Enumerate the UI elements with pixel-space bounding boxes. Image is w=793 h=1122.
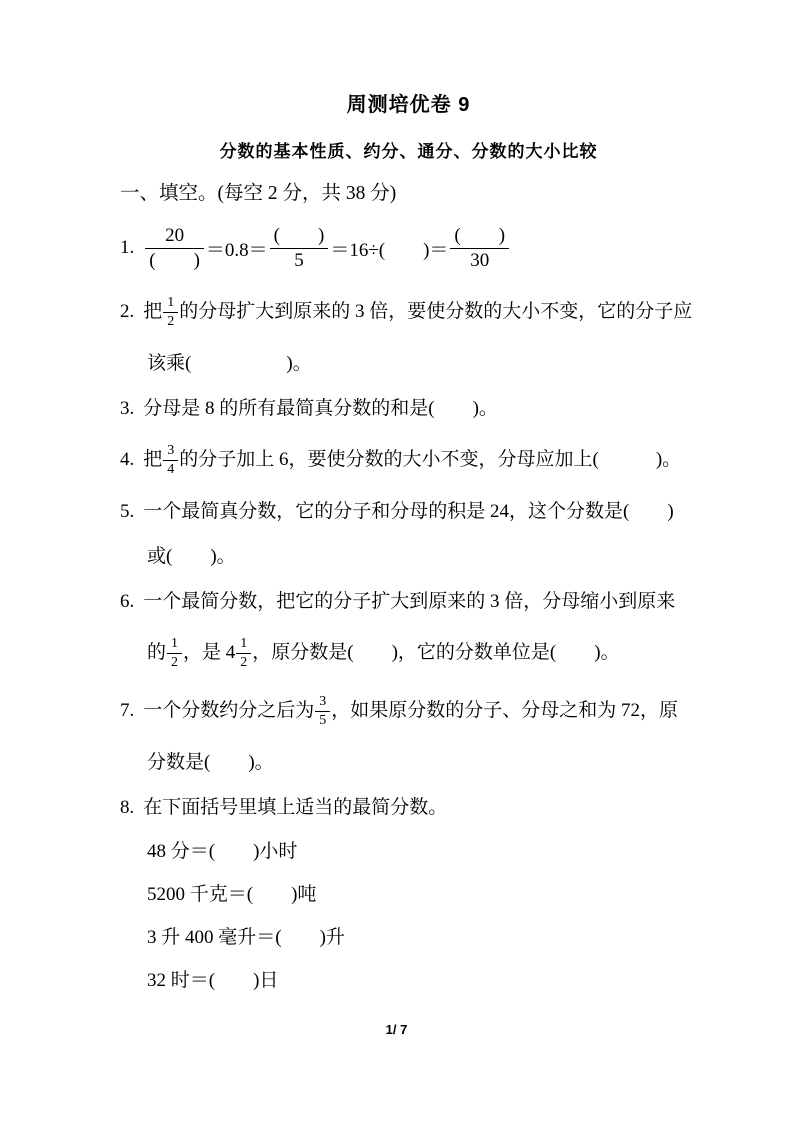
fraction-denominator: ( ) bbox=[149, 249, 200, 271]
fraction-numerator: ( ) bbox=[270, 225, 329, 249]
fraction-denominator: 2 bbox=[171, 655, 179, 671]
fraction-numerator: 20 bbox=[145, 225, 204, 249]
question-line bbox=[120, 341, 697, 386]
fraction bbox=[270, 225, 329, 272]
fraction-numerator: 1 bbox=[163, 295, 178, 313]
question-number: 5. bbox=[120, 501, 135, 522]
fraction bbox=[167, 636, 182, 671]
question-text: 把 bbox=[143, 449, 163, 470]
question-number: 6. bbox=[120, 591, 135, 612]
question-8 bbox=[120, 785, 697, 1002]
question-5 bbox=[120, 489, 697, 579]
question-2 bbox=[120, 283, 697, 386]
question-text: ，如果原分数的分子、分母之和为 72，原 bbox=[331, 700, 679, 721]
question-text: ，原分数是( )，它的分数单位是( )。 bbox=[252, 642, 620, 663]
question-text: ＝16÷( )＝ bbox=[330, 239, 449, 261]
question-line bbox=[120, 431, 697, 489]
question-line bbox=[120, 682, 697, 740]
fraction bbox=[236, 636, 251, 671]
fraction-numerator: ( ) bbox=[450, 225, 509, 249]
question-number: 1. bbox=[120, 237, 135, 258]
question-3 bbox=[120, 386, 697, 431]
question-8-item-minutes: 48 分＝( )小时 bbox=[147, 841, 298, 862]
question-line bbox=[120, 386, 697, 431]
question-line bbox=[120, 489, 697, 534]
question-text: 分数是( )。 bbox=[147, 752, 274, 773]
fraction-denominator: 30 bbox=[470, 249, 490, 271]
fraction bbox=[145, 225, 204, 272]
question-text: 的 bbox=[147, 642, 167, 663]
fraction-denominator: 2 bbox=[167, 314, 175, 330]
question-4 bbox=[120, 431, 697, 489]
question-text: 在下面括号里填上适当的最简分数。 bbox=[143, 797, 448, 818]
fraction bbox=[450, 225, 509, 272]
question-number: 8. bbox=[120, 797, 135, 818]
section-heading: 一、填空。(每空 2 分，共 38 分) bbox=[120, 183, 397, 204]
fraction-denominator: 5 bbox=[294, 249, 304, 271]
question-text: 的分母扩大到原来的 3 倍，要使分数的大小不变，它的分子应 bbox=[179, 301, 693, 322]
question-line bbox=[120, 740, 697, 785]
fraction-numerator: 1 bbox=[236, 636, 251, 654]
fraction bbox=[163, 443, 178, 478]
question-8-item-liters: 3 升 400 毫升＝( )升 bbox=[147, 927, 345, 948]
question-number: 2. bbox=[120, 301, 135, 322]
fraction-numerator: 3 bbox=[315, 694, 330, 712]
question-text: 或( )。 bbox=[147, 546, 236, 567]
question-8-item-kilograms: 5200 千克＝( )吨 bbox=[147, 884, 317, 905]
page-title: 周测培优卷 9 bbox=[346, 94, 471, 116]
fraction-denominator: 5 bbox=[319, 713, 327, 729]
fraction bbox=[163, 295, 178, 330]
question-8-item-hours: 32 时＝( )日 bbox=[147, 970, 279, 991]
fraction bbox=[315, 694, 330, 729]
question-line bbox=[120, 213, 697, 283]
question-number: 7. bbox=[120, 700, 135, 721]
question-line bbox=[120, 283, 697, 341]
question-text: 一个最简分数，把它的分子扩大到原来的 3 倍，分母缩小到原来 bbox=[143, 591, 676, 612]
question-text: 把 bbox=[143, 301, 163, 322]
question-text: ＝0.8＝ bbox=[205, 239, 268, 261]
question-7 bbox=[120, 682, 697, 785]
question-line bbox=[120, 785, 697, 830]
fraction-denominator: 4 bbox=[167, 462, 175, 478]
fraction-numerator: 3 bbox=[163, 443, 178, 461]
question-text: 一个最简真分数，它的分子和分母的积是 24，这个分数是( ) bbox=[143, 501, 674, 522]
question-1 bbox=[120, 213, 697, 283]
page-subtitle: 分数的基本性质、约分、通分、分数的大小比较 bbox=[219, 142, 598, 161]
question-text: 一个分数约分之后为 bbox=[143, 700, 315, 721]
question-text: ，是 4 bbox=[183, 642, 236, 663]
question-number: 3. bbox=[120, 398, 135, 419]
page-number: 1/ 7 bbox=[385, 1022, 408, 1037]
question-number: 4. bbox=[120, 449, 135, 470]
question-line bbox=[120, 624, 697, 682]
question-line bbox=[120, 534, 697, 579]
fraction-denominator: 2 bbox=[240, 655, 248, 671]
fraction-numerator: 1 bbox=[167, 636, 182, 654]
question-line bbox=[120, 579, 697, 624]
question-text: 的分子加上 6，要使分数的大小不变，分母应加上( )。 bbox=[179, 449, 682, 470]
question-6 bbox=[120, 579, 697, 682]
question-text: 分母是 8 的所有最简真分数的和是( )。 bbox=[143, 398, 498, 419]
question-text: 该乘( )。 bbox=[147, 353, 312, 374]
